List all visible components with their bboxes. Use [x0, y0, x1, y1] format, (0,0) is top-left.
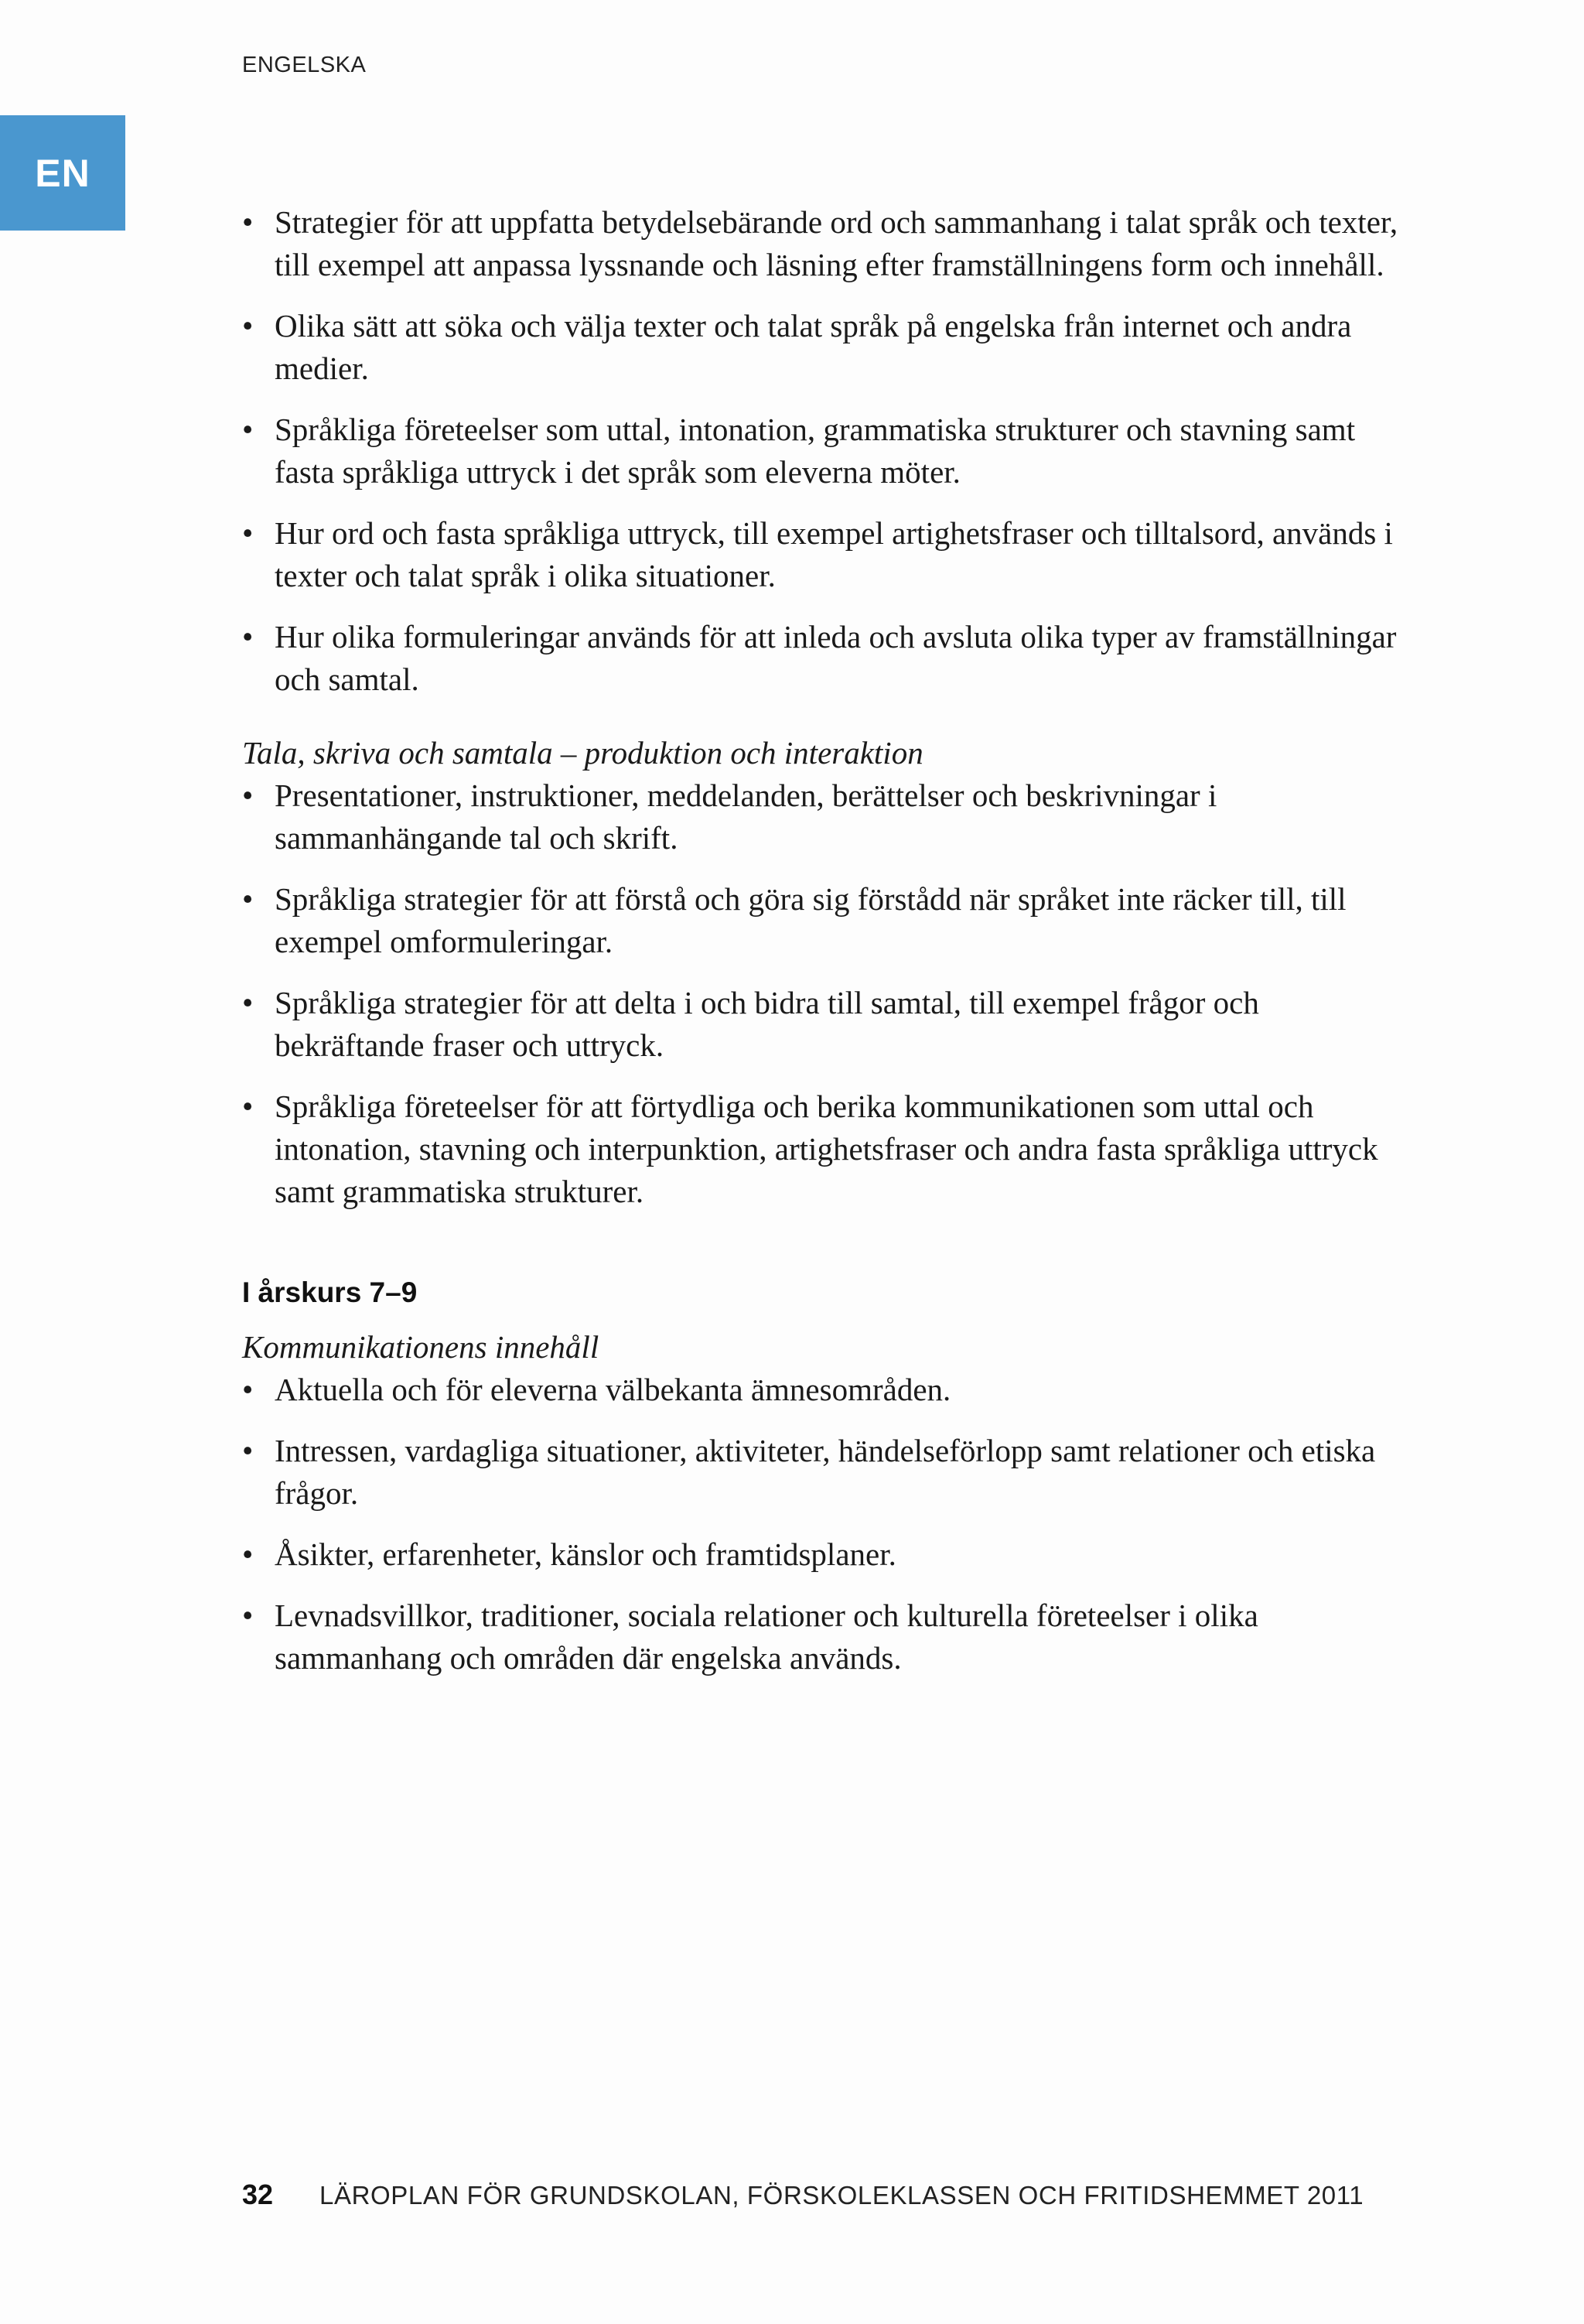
language-tab: [0, 115, 125, 231]
section-heading-content: Kommunikationens innehåll: [242, 1329, 599, 1365]
bullet-icon: •: [242, 515, 254, 551]
bullet-icon: •: [242, 1089, 254, 1124]
list-item: • Intressen, vardagliga situationer, aktiviteter, händelseförlopp samt relationer och etiska frågor.: [242, 1430, 1402, 1515]
bullet-icon: •: [242, 1536, 254, 1572]
list-item: • Åsikter, erfarenheter, känslor och framtidsplaner.: [242, 1533, 1402, 1576]
list-item: • Levnadsvillkor, traditioner, sociala relationer och kulturella företeelser i olika sammanhang och områden där engelska används.: [242, 1594, 1402, 1680]
bullet-icon: •: [242, 308, 254, 343]
bullet-icon: •: [242, 412, 254, 447]
section-heading-production: Tala, skriva och samtala – produktion och interaktion: [242, 735, 923, 771]
bullet-icon: •: [242, 985, 254, 1020]
bullet-list-content: [242, 1369, 1402, 1680]
document-title: LÄROPLAN FÖR GRUNDSKOLAN, FÖRSKOLEKLASSEN OCH FRITIDSHEMMET 2011: [319, 2181, 1364, 2210]
bullet-icon: •: [242, 881, 254, 917]
bullet-list-strategies: [242, 201, 1402, 701]
main-content: [242, 201, 1402, 1698]
bullet-icon: •: [242, 204, 254, 240]
bullet-icon: •: [242, 1598, 254, 1633]
grade-heading: I årskurs 7–9: [242, 1276, 418, 1308]
list-item: • Aktuella och för eleverna välbekanta ämnesområden.: [242, 1369, 1402, 1411]
page-footer: [242, 2179, 1364, 2211]
bullet-list-production: [242, 774, 1402, 1213]
list-item: • Presentationer, instruktioner, meddelanden, berättelser och beskrivningar i sammanhängande tal och skrift.: [242, 774, 1402, 860]
bullet-icon: •: [242, 619, 254, 654]
language-tab-label: EN: [35, 151, 90, 195]
list-item: • Olika sätt att söka och välja texter och talat språk på engelska från internet och andra medier.: [242, 305, 1402, 390]
bullet-icon: •: [242, 778, 254, 813]
list-item: • Hur olika formuleringar används för att inleda och avsluta olika typer av framställningar och samtal.: [242, 616, 1402, 701]
page-number: 32: [242, 2179, 274, 2210]
list-item: • Språkliga företeelser för att förtydliga och berika kommunikationen som uttal och intonation, stavning och interpunktion, artighetsfraser och andra fasta språkliga uttryck samt grammatiska strukturer.: [242, 1085, 1402, 1213]
list-item: • Hur ord och fasta språkliga uttryck, till exempel artighetsfraser och tilltalsord, används i texter och talat språk i olika situationer.: [242, 512, 1402, 597]
bullet-icon: •: [242, 1372, 254, 1407]
list-item: • Strategier för att uppfatta betydelsebärande ord och sammanhang i talat språk och texter, till exempel att anpassa lyssnande och läsning efter framställningens form och innehåll.: [242, 201, 1402, 286]
list-item: • Språkliga strategier för att delta i och bidra till samtal, till exempel frågor och bekräftande fraser och uttryck.: [242, 982, 1402, 1067]
list-item: • Språkliga strategier för att förstå och göra sig förstådd när språket inte räcker till, till exempel omformuleringar.: [242, 878, 1402, 963]
bullet-icon: •: [242, 1433, 254, 1468]
running-header: ENGELSKA: [242, 53, 367, 77]
list-item: • Språkliga företeelser som uttal, intonation, grammatiska strukturer och stavning samt fasta språkliga uttryck i det språk som eleverna möter.: [242, 408, 1402, 494]
